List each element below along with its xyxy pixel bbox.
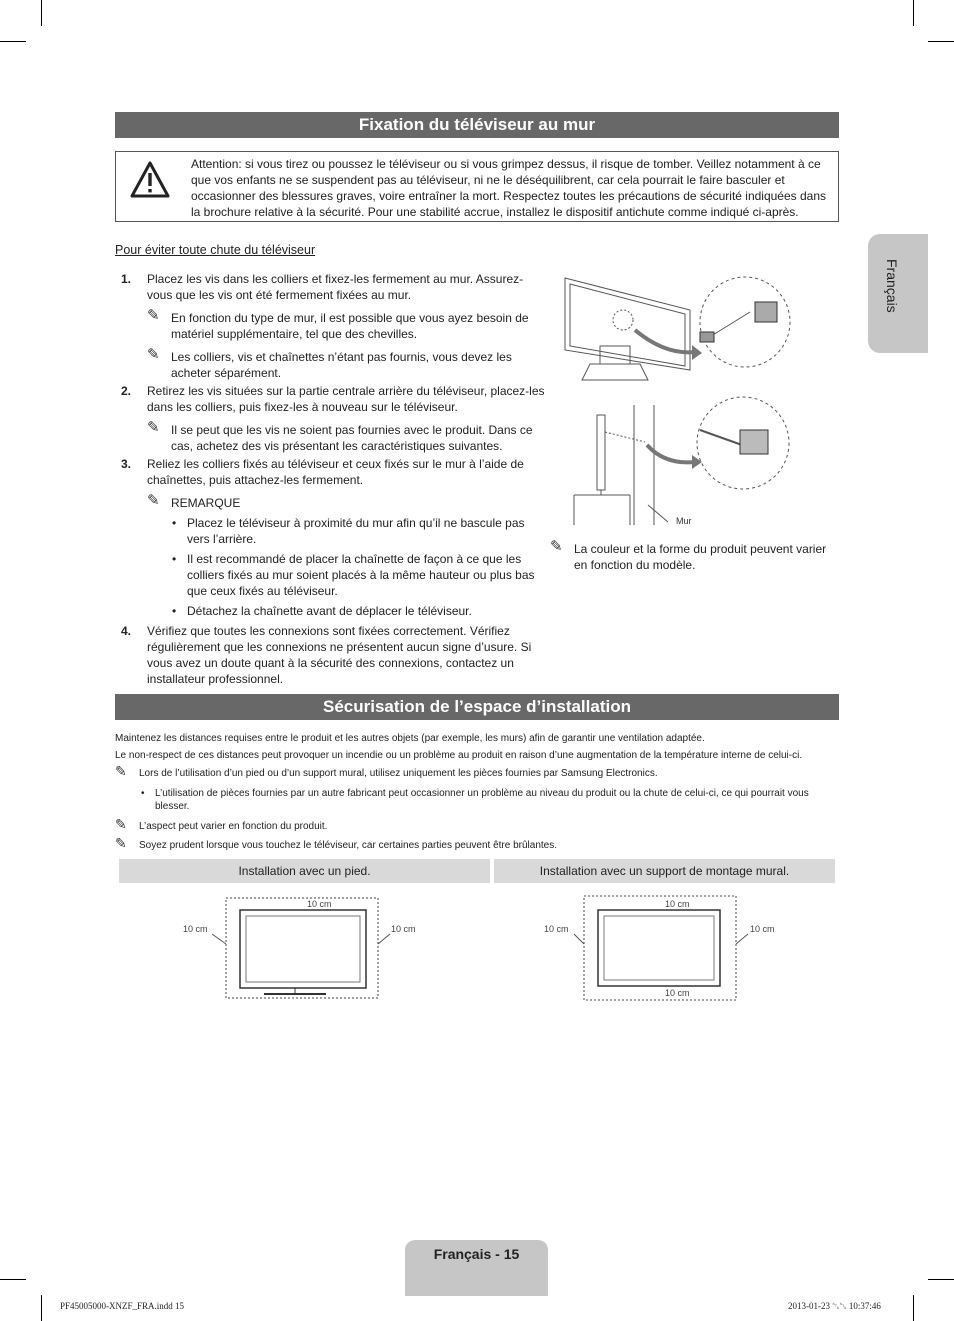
language-side-tab (868, 234, 928, 353)
tv-side-illustration (574, 397, 789, 525)
space-note-text: L’aspect peut varier en fonction du produit. (139, 821, 328, 832)
dimension-left: 10 cm (544, 924, 569, 934)
pencil-icon: ✎ (115, 763, 127, 779)
pencil-icon: ✎ (147, 307, 160, 324)
pencil-icon: ✎ (550, 538, 563, 555)
crop-mark (41, 1295, 42, 1321)
list-item: • Placez le téléviseur à proximité du mur afin qu’il ne bascule pas vers l’arrière. (147, 515, 545, 547)
bracket-detail (700, 277, 790, 367)
crop-mark (0, 1279, 26, 1280)
note (147, 307, 545, 342)
pencil-icon: ✎ (115, 835, 127, 851)
step-number: 3. (121, 457, 132, 471)
page-number: Français - 15 (433, 1246, 520, 1262)
note-text: Les colliers, vis et chaînettes n’étant pas fournis, vous devez les acheter séparément. (171, 350, 512, 380)
step-number: 4. (121, 624, 132, 638)
pencil-icon: ✎ (147, 346, 160, 363)
step-number: 1. (121, 272, 132, 286)
step-list (115, 271, 545, 689)
crop-mark (913, 0, 914, 26)
pencil-icon: ✎ (147, 419, 160, 436)
language-side-label: Français (884, 259, 900, 313)
space-paragraph: Le non-respect de ces distances peut provoquer un incendie ou un problème au produit en raison d’une augmentation de la température interne de celui-ci. (115, 750, 803, 761)
pencil-icon: ✎ (115, 816, 127, 832)
space-note (115, 763, 839, 780)
section-title-space: Sécurisation de l’espace d’installation (115, 694, 839, 720)
warning-body: : si vous tirez ou poussez le téléviseur ou si vous grimpez dessus, il risque de tomber. Veillez notamment à ce que vos enfants ne se suspendent pas au téléviseur, ni ne le déséquilibrent, car cela pourrait le faire basculer et occasionner des blessures graves, voire entraîner la mort. Respectez toutes les précautions de sécurité indiquées dans la brochure relative à la sécurité. Pour une stabilité accrue, installez le dispositif antichute comme indiqué ci-après. (191, 157, 827, 219)
warning-box (115, 151, 839, 222)
step-3 (115, 456, 545, 619)
step-text: Placez les vis dans les colliers et fixez-les fermement au mur. Assurez-vous que les vis ont été fermement fixées au mur. (147, 272, 524, 302)
note-text: Il se peut que les vis ne soient pas fournies avec le produit. Dans ce cas, achetez des vis présentant les caractéristiques suivantes. (171, 423, 533, 453)
dimension-left: 10 cm (183, 924, 208, 934)
space-bullet-text: L’utilisation de pièces fournies par un autre fabricant peut occasionner un problème au niveau du produit ou la chute de celui-ci, ce qui pourrait vous blesser. (155, 788, 809, 812)
tv-rear-illustration (565, 278, 702, 380)
space-note-text: Soyez prudent lorsque vous touchez le téléviseur, car certaines parties peuvent être brûlantes. (139, 840, 558, 851)
footer-filename: PF45005000-XNZF_FRA.indd 15 (60, 1301, 185, 1311)
list-item: • Détachez la chaînette avant de déplacer le téléviseur. (147, 603, 545, 619)
dimension-top: 10 cm (307, 899, 332, 909)
list-item: • Il est recommandé de placer la chaînette de façon à ce que les colliers fixés au mur soient placés à la même hauteur ou plus bas que ceux fixés au téléviseur. (147, 551, 545, 599)
wall-label: Mur (676, 516, 692, 526)
column-header-wall: Installation avec un support de montage mural. (494, 859, 835, 883)
space-paragraph: Maintenez les distances requises entre le produit et les autres objets (par exemple, les murs) afin de garantir une ventilation adaptée. (115, 733, 705, 744)
crop-mark (41, 0, 42, 26)
footer-timestamp: 2013-01-23 ␂␂ 10:37:46 (788, 1301, 881, 1311)
step-4 (115, 623, 545, 687)
stand-clearance-diagram (170, 890, 430, 1005)
wall-clearance-diagram (540, 890, 790, 1005)
note (147, 492, 545, 511)
step-number: 2. (121, 384, 132, 398)
dimension-right: 10 cm (750, 924, 775, 934)
crop-mark (928, 41, 954, 42)
wall-mount-figure (550, 270, 800, 530)
crop-mark (913, 1295, 914, 1321)
note (147, 346, 545, 381)
space-note (115, 835, 839, 852)
bullet-glyph: • (141, 788, 145, 799)
step-1 (115, 271, 545, 381)
crop-mark (928, 1279, 954, 1280)
space-bullet (115, 787, 839, 813)
subtitle-fall-prevention: Pour éviter toute chute du téléviseur (115, 243, 316, 257)
pencil-icon: ✎ (147, 492, 160, 509)
space-note (115, 816, 839, 833)
step-2 (115, 383, 545, 454)
step-text: Reliez les colliers fixés au téléviseur et ceux fixés sur le mur à l’aide de chaînettes, puis attachez-les fermement. (147, 457, 524, 487)
note-text: En fonction du type de mur, il est possible que vous ayez besoin de matériel supplémentaire, tel que des chevilles. (171, 311, 529, 341)
space-note-text: Lors de l’utilisation d’un pied ou d’un support mural, utilisez uniquement les pièces fournies par Samsung Electronics. (139, 768, 658, 779)
warning-label: Attention (191, 157, 239, 171)
note (147, 419, 545, 454)
warning-triangle-icon (130, 160, 170, 200)
warning-text (191, 156, 828, 220)
dimension-bottom: 10 cm (665, 988, 690, 998)
figure-note-text: La couleur et la forme du produit peuvent varier en fonction du modèle. (574, 542, 827, 572)
remark-label: REMARQUE (171, 496, 241, 510)
crop-mark (0, 41, 26, 42)
page-number-tab (405, 1240, 548, 1296)
column-header-stand: Installation avec un pied. (119, 859, 490, 883)
figure-note (550, 538, 840, 573)
step-text: Vérifiez que toutes les connexions sont fixées correctement. Vérifiez régulièrement que les connexions ne présentent aucun signe d’usure. Si vous avez un doute quant à la sécurité des connexions, contactez un installateur professionnel. (147, 624, 532, 686)
dimension-right: 10 cm (391, 924, 416, 934)
dimension-top: 10 cm (665, 899, 690, 909)
section-title-wall: Fixation du téléviseur au mur (115, 112, 839, 138)
step-text: Retirez les vis situées sur la partie centrale arrière du téléviseur, placez-les dans les colliers, puis fixez-les à nouveau sur le téléviseur. (147, 384, 545, 414)
